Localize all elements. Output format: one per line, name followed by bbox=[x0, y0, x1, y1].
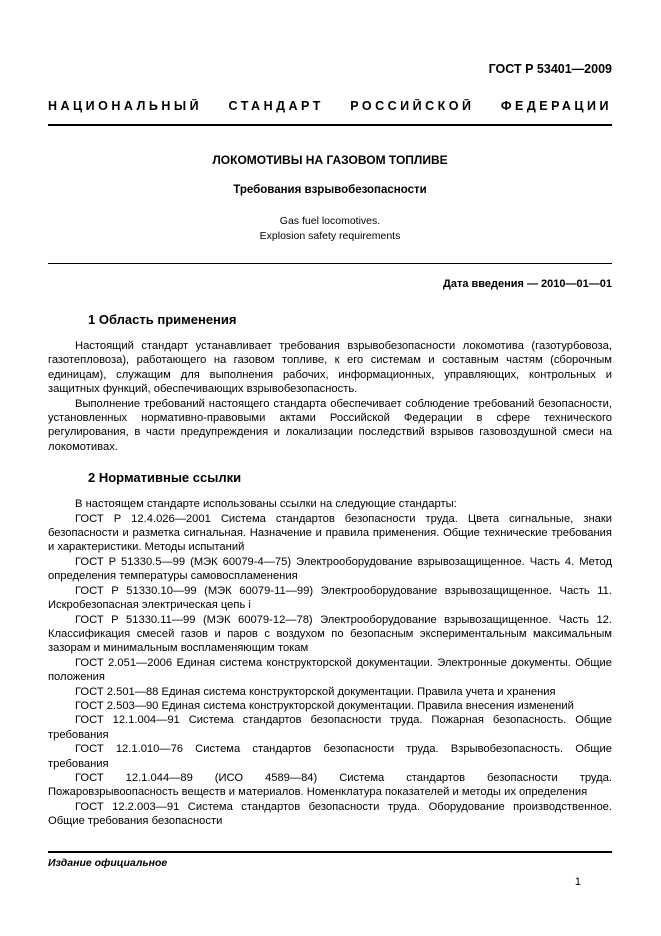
reference-item: ГОСТ 2.051—2006 Единая система конструкторской документации. Электронные документы. Общие положения bbox=[48, 656, 612, 684]
edition-note: Издание официальное bbox=[48, 857, 168, 869]
reference-item: ГОСТ 2.501—88 Единая система конструкторской документации. Правила учета и хранения bbox=[75, 685, 556, 698]
page-number: 1 bbox=[574, 876, 581, 888]
document-subtitle-en: Explosion safety requirements bbox=[259, 230, 401, 242]
section-1-paragraph: Выполнение требований настоящего стандарта обеспечивает соблюдение требований безопасности, установленных нормативно-правовыми актами Российской Федерации в сфере технического регулирования, в части предупреждения и локализации последствий взрывов газовоздушной смеси на локомотивах. bbox=[48, 397, 612, 453]
reference-item: ГОСТ Р 51330.10—99 (МЭК 60079-11—99) Электрооборудование взрывозащищенное. Часть 11. Искробезопасная электрическая цепь i bbox=[48, 584, 612, 612]
document-title: ЛОКОМОТИВЫ НА ГАЗОВОМ ТОПЛИВЕ bbox=[212, 153, 448, 167]
reference-item: ГОСТ Р 51330.5—99 (МЭК 60079-4—75) Электрооборудование взрывозащищенное. Часть 4. Метод определения температуры самовоспламенения bbox=[48, 555, 612, 583]
title-rule bbox=[48, 263, 612, 264]
reference-item: ГОСТ 12.2.003—91 Система стандартов безопасности труда. Оборудование производственное. Общие требования безопасности bbox=[48, 800, 612, 828]
section-1-heading: 1 Область применения bbox=[88, 312, 237, 327]
footer-rule bbox=[48, 851, 612, 853]
document-subtitle: Требования взрывобезопасности bbox=[233, 184, 427, 196]
national-standard-banner: НАЦИОНАЛЬНЫЙ СТАНДАРТ РОССИЙСКОЙ ФЕДЕРАЦИИ bbox=[48, 99, 612, 113]
page-footer bbox=[48, 851, 612, 888]
date-introduced: Дата введения — 2010—01—01 bbox=[443, 278, 612, 290]
reference-item: ГОСТ 12.1.004—91 Система стандартов безопасности труда. Пожарная безопасность. Общие требования bbox=[48, 714, 612, 741]
doc-number: ГОСТ Р 53401—2009 bbox=[488, 62, 612, 76]
reference-item: ГОСТ 2.503—90 Единая система конструкторской документации. Правила внесения изменений bbox=[75, 699, 574, 712]
document-title-en: Gas fuel locomotives. bbox=[279, 215, 381, 227]
section-2-heading: 2 Нормативные ссылки bbox=[88, 470, 242, 486]
reference-item: ГОСТ 12.1.044—89 (ИСО 4589—84) Система стандартов безопасности труда. Пожаровзрывоопасность веществ и материалов. Номенклатура показателей и методы их определения bbox=[48, 771, 612, 799]
reference-item: ГОСТ Р 12.4.026—2001 Система стандартов безопасности труда. Цвета сигнальные, знаки безопасности и разметка сигнальная. Назначение и правила применения. Общие технические требования и характеристики. Методы испытаний bbox=[48, 512, 612, 554]
header-rule bbox=[48, 124, 612, 126]
section-2-intro: В настоящем стандарте использованы ссылки на следующие стандарты: bbox=[75, 498, 457, 511]
reference-item: ГОСТ 12.1.010—76 Система стандартов безопасности труда. Взрывобезопасность. Общие требования bbox=[48, 743, 612, 770]
reference-item: ГОСТ Р 51330.11—99 (МЭК 60079-12—78) Электрооборудование взрывозащищенное. Часть 12. Классификация смесей газов и паров с воздухом по безопасным экспериментальным максимальным зазорам и минимальным воспламеняющим токам bbox=[48, 613, 612, 655]
section-1-paragraph: Настоящий стандарт устанавливает требования взрывобезопасности локомотива (газотурбовоза, газотепловоза), работающего на газовом топливе, к его системам и составным частям (сборочным единицам), служащим для выполнения рабочих, информационных, управляющих, контрольных и защитных функций, обеспечивающих взрывобезопасность. bbox=[48, 340, 612, 396]
